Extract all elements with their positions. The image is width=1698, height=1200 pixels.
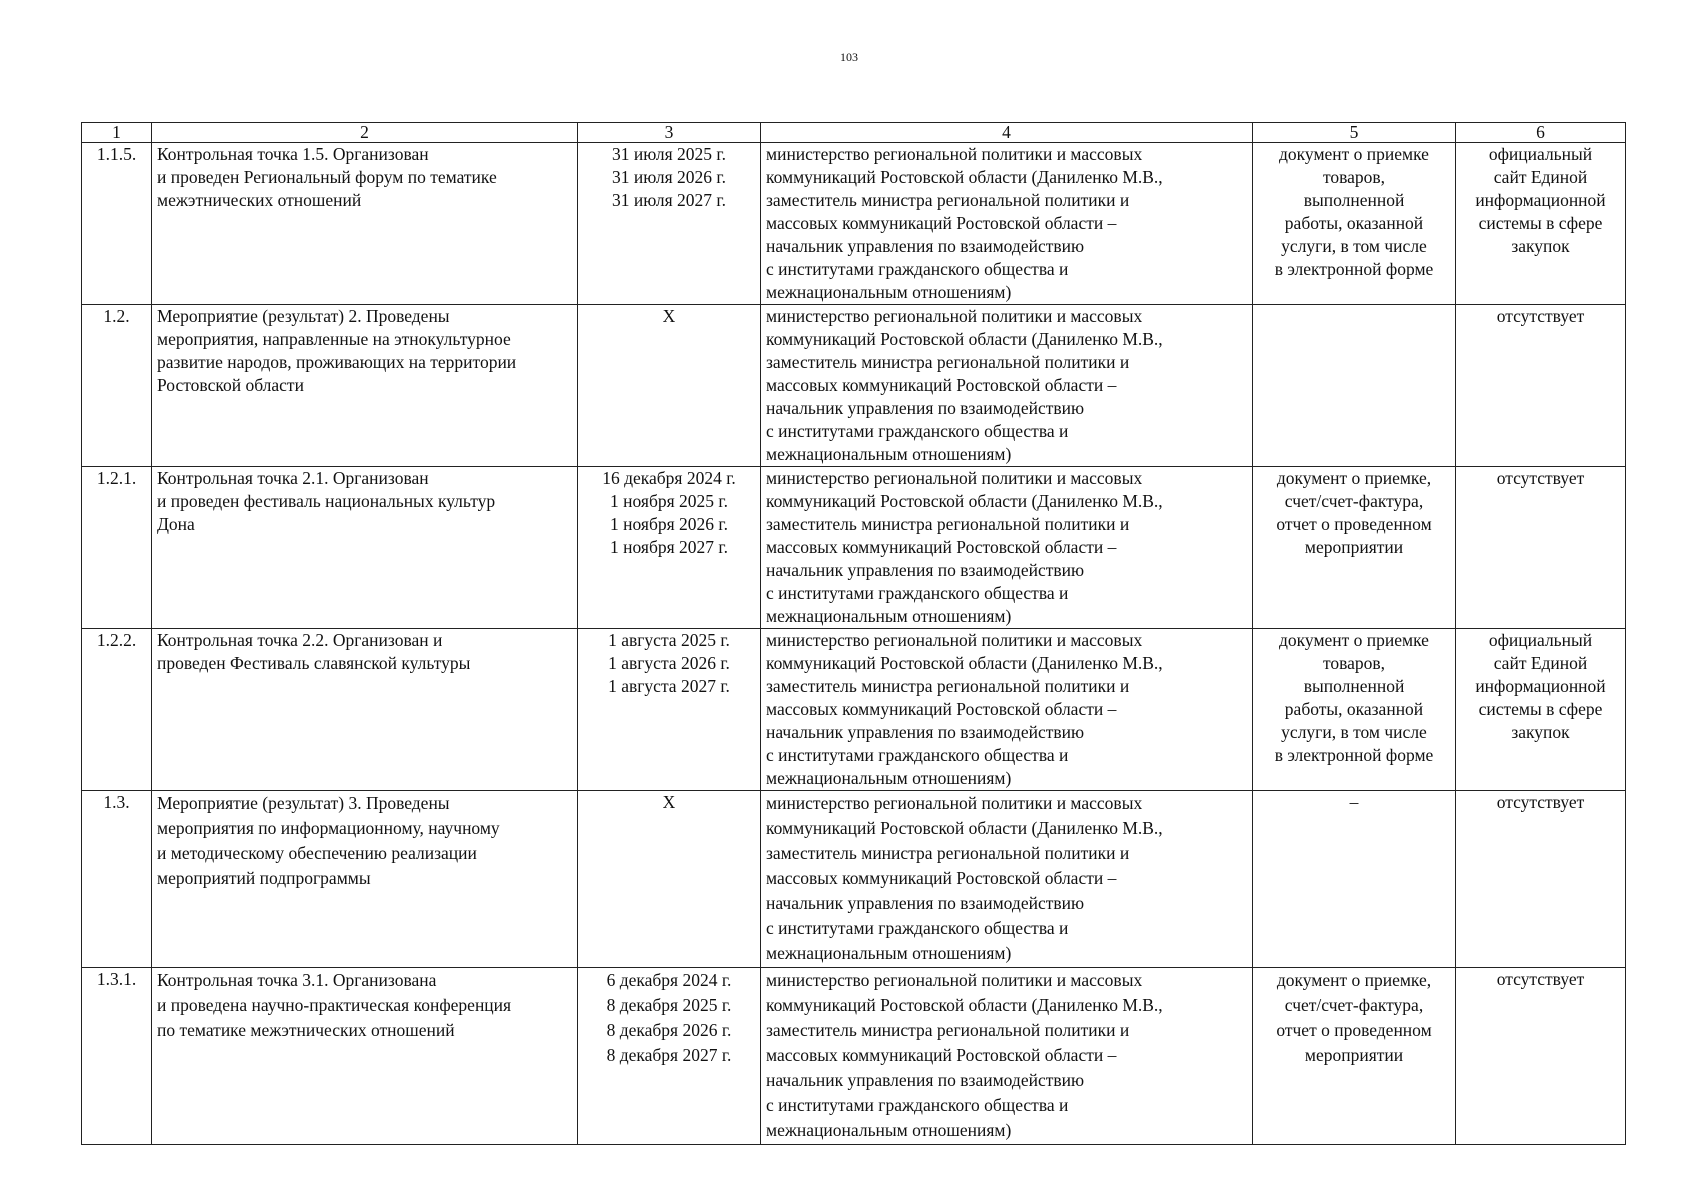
date-line: 1 ноября 2027 г.: [610, 537, 728, 557]
page-number: 103: [840, 50, 858, 64]
system-line: отсутствует: [1496, 468, 1585, 488]
system-cell: [1456, 305, 1626, 467]
table-row: [82, 305, 1626, 467]
date-line: 6 декабря 2024 г.: [606, 970, 732, 990]
responsible-cell: [761, 791, 1253, 968]
row-number: 1.2.2.: [96, 630, 137, 650]
system-cell: [1456, 791, 1626, 968]
responsible-line: массовых коммуникаций Ростовской области –: [766, 213, 1117, 233]
name-cell: [152, 467, 578, 629]
system-cell: [1456, 968, 1626, 1145]
document-line: документ о приемке,: [1276, 970, 1432, 990]
responsible-line: коммуникаций Ростовской области (Даниленко М.В.,: [766, 167, 1163, 187]
document-line: в электронной форме: [1274, 259, 1434, 279]
table-row: [82, 143, 1626, 305]
system-line: системы в сфере: [1478, 213, 1603, 233]
document-line: отчет о проведенном: [1276, 1020, 1432, 1040]
responsible-line: коммуникаций Ростовской области (Даниленко М.В.,: [766, 995, 1163, 1015]
events-table: [81, 122, 1626, 1145]
date-line: 1 августа 2025 г.: [608, 630, 730, 650]
column-header: 2: [152, 123, 578, 143]
responsible-line: массовых коммуникаций Ростовской области –: [766, 537, 1117, 557]
responsible-line: начальник управления по взаимодействию: [766, 1070, 1085, 1090]
document-line: документ о приемке: [1279, 630, 1429, 650]
row-number: 1.3.1.: [96, 969, 137, 989]
date-line: Х: [662, 792, 676, 812]
row-number-cell: [82, 968, 152, 1145]
table-row: [82, 467, 1626, 629]
row-number: 1.2.: [103, 306, 130, 326]
row-number: 1.1.5.: [96, 144, 137, 164]
responsible-line: с институтами гражданского общества и: [766, 259, 1069, 279]
date-line: 8 декабря 2027 г.: [606, 1045, 732, 1065]
responsible-cell: [761, 629, 1253, 791]
name-line: и проведен фестиваль национальных культур: [157, 491, 496, 511]
name-line: Мероприятие (результат) 3. Проведены: [157, 793, 450, 813]
name-line: мероприятия, направленные на этнокультурное: [157, 329, 511, 349]
row-number-cell: [82, 143, 152, 305]
document-cell: [1253, 629, 1456, 791]
responsible-line: заместитель министра региональной политики и: [766, 676, 1130, 696]
document-cell: [1253, 467, 1456, 629]
responsible-line: заместитель министра региональной политики и: [766, 1020, 1130, 1040]
name-line: Контрольная точка 1.5. Организован: [157, 144, 429, 164]
responsible-line: с институтами гражданского общества и: [766, 583, 1069, 603]
responsible-line: с институтами гражданского общества и: [766, 745, 1069, 765]
responsible-line: министерство региональной политики и массовых: [766, 793, 1143, 813]
date-line: 31 июля 2027 г.: [612, 190, 726, 210]
dates-cell: [578, 968, 761, 1145]
responsible-line: массовых коммуникаций Ростовской области –: [766, 699, 1117, 719]
responsible-line: межнациональным отношениям): [766, 943, 1012, 963]
document-cell: [1253, 143, 1456, 305]
system-line: закупок: [1511, 236, 1570, 256]
responsible-line: министерство региональной политики и массовых: [766, 468, 1143, 488]
column-header: 6: [1456, 123, 1626, 143]
row-number: 1.3.: [103, 792, 130, 812]
date-line: 1 ноября 2025 г.: [610, 491, 728, 511]
responsible-line: межнациональным отношениям): [766, 768, 1012, 788]
responsible-line: с институтами гражданского общества и: [766, 918, 1069, 938]
system-line: сайт Единой: [1493, 167, 1588, 187]
responsible-line: заместитель министра региональной политики и: [766, 843, 1130, 863]
document-line: выполненной: [1303, 190, 1405, 210]
name-line: Контрольная точка 2.2. Организован и: [157, 630, 443, 650]
system-line: информационной: [1475, 676, 1606, 696]
document-line: мероприятии: [1304, 1045, 1404, 1065]
date-line: 1 августа 2027 г.: [608, 676, 730, 696]
document-line: выполненной: [1303, 676, 1405, 696]
name-line: проведен Фестиваль славянской культуры: [157, 653, 471, 673]
system-line: отсутствует: [1496, 306, 1585, 326]
responsible-line: министерство региональной политики и массовых: [766, 144, 1143, 164]
column-header: 1: [82, 123, 152, 143]
row-number-cell: [82, 791, 152, 968]
date-line: 1 ноября 2026 г.: [610, 514, 728, 534]
document-line: работы, оказанной: [1284, 213, 1424, 233]
name-line: и проведена научно-практическая конференция: [157, 995, 512, 1015]
responsible-line: начальник управления по взаимодействию: [766, 560, 1085, 580]
document-line: товаров,: [1322, 653, 1386, 673]
document-cell: [1253, 305, 1456, 467]
system-line: отсутствует: [1496, 969, 1585, 989]
responsible-line: начальник управления по взаимодействию: [766, 236, 1085, 256]
name-line: Ростовской области: [157, 375, 304, 395]
name-line: Контрольная точка 3.1. Организована: [157, 970, 437, 990]
column-header: 3: [578, 123, 761, 143]
name-cell: [152, 143, 578, 305]
table-row: [82, 791, 1626, 968]
document-line: счет/счет-фактура,: [1284, 491, 1424, 511]
name-cell: [152, 305, 578, 467]
date-line: 8 декабря 2025 г.: [606, 995, 732, 1015]
responsible-line: коммуникаций Ростовской области (Даниленко М.В.,: [766, 329, 1163, 349]
name-line: по тематике межэтнических отношений: [157, 1020, 455, 1040]
responsible-line: коммуникаций Ростовской области (Даниленко М.В.,: [766, 491, 1163, 511]
document-line: услуги, в том числе: [1281, 236, 1427, 256]
system-cell: [1456, 143, 1626, 305]
responsible-line: массовых коммуникаций Ростовской области –: [766, 1045, 1117, 1065]
dates-cell: [578, 467, 761, 629]
row-number-cell: [82, 467, 152, 629]
document-cell: [1253, 791, 1456, 968]
responsible-line: министерство региональной политики и массовых: [766, 306, 1143, 326]
system-line: официальный: [1488, 144, 1593, 164]
system-line: системы в сфере: [1478, 699, 1603, 719]
document-line: –: [1349, 792, 1359, 812]
table-header-row: [82, 123, 1626, 143]
document-line: мероприятии: [1304, 537, 1404, 557]
system-line: информационной: [1475, 190, 1606, 210]
responsible-line: начальник управления по взаимодействию: [766, 722, 1085, 742]
date-line: 31 июля 2025 г.: [612, 144, 726, 164]
dates-cell: [578, 629, 761, 791]
system-line: закупок: [1511, 722, 1570, 742]
name-cell: [152, 791, 578, 968]
document-line: работы, оказанной: [1284, 699, 1424, 719]
name-cell: [152, 629, 578, 791]
responsible-line: министерство региональной политики и массовых: [766, 970, 1143, 990]
responsible-line: заместитель министра региональной политики и: [766, 352, 1130, 372]
system-line: отсутствует: [1496, 792, 1585, 812]
responsible-line: межнациональным отношениям): [766, 444, 1012, 464]
responsible-line: межнациональным отношениям): [766, 282, 1012, 302]
document-cell: [1253, 968, 1456, 1145]
date-line: 31 июля 2026 г.: [612, 167, 726, 187]
document-line: услуги, в том числе: [1281, 722, 1427, 742]
system-cell: [1456, 467, 1626, 629]
responsible-line: межнациональным отношениям): [766, 606, 1012, 626]
document-line: в электронной форме: [1274, 745, 1434, 765]
responsible-line: заместитель министра региональной политики и: [766, 514, 1130, 534]
responsible-line: начальник управления по взаимодействию: [766, 893, 1085, 913]
responsible-cell: [761, 467, 1253, 629]
system-cell: [1456, 629, 1626, 791]
responsible-line: коммуникаций Ростовской области (Даниленко М.В.,: [766, 653, 1163, 673]
name-line: и методическому обеспечению реализации: [157, 843, 477, 863]
row-number-cell: [82, 629, 152, 791]
responsible-line: с институтами гражданского общества и: [766, 421, 1069, 441]
responsible-line: с институтами гражданского общества и: [766, 1095, 1069, 1115]
responsible-line: коммуникаций Ростовской области (Даниленко М.В.,: [766, 818, 1163, 838]
table-row: [82, 629, 1626, 791]
name-cell: [152, 968, 578, 1145]
name-line: межэтнических отношений: [157, 190, 362, 210]
name-line: Дона: [157, 514, 195, 534]
system-line: сайт Единой: [1493, 653, 1588, 673]
responsible-line: межнациональным отношениям): [766, 1120, 1012, 1140]
dates-cell: [578, 791, 761, 968]
responsible-line: начальник управления по взаимодействию: [766, 398, 1085, 418]
document-line: отчет о проведенном: [1276, 514, 1432, 534]
column-header: 5: [1253, 123, 1456, 143]
name-line: мероприятий подпрограммы: [157, 868, 371, 888]
name-line: Контрольная точка 2.1. Организован: [157, 468, 429, 488]
responsible-line: министерство региональной политики и массовых: [766, 630, 1143, 650]
date-line: 8 декабря 2026 г.: [606, 1020, 732, 1040]
name-line: мероприятия по информационному, научному: [157, 818, 500, 838]
responsible-cell: [761, 143, 1253, 305]
name-line: Мероприятие (результат) 2. Проведены: [157, 306, 450, 326]
responsible-cell: [761, 968, 1253, 1145]
dates-cell: [578, 305, 761, 467]
row-number: 1.2.1.: [96, 468, 137, 488]
responsible-cell: [761, 305, 1253, 467]
document-line: счет/счет-фактура,: [1284, 995, 1424, 1015]
document-line: документ о приемке: [1279, 144, 1429, 164]
date-line: Х: [662, 306, 676, 326]
document-line: документ о приемке,: [1276, 468, 1432, 488]
date-line: 1 августа 2026 г.: [608, 653, 730, 673]
responsible-line: массовых коммуникаций Ростовской области –: [766, 868, 1117, 888]
system-line: официальный: [1488, 630, 1593, 650]
row-number-cell: [82, 305, 152, 467]
document-line: товаров,: [1322, 167, 1386, 187]
table-row: [82, 968, 1626, 1145]
name-line: и проведен Региональный форум по тематике: [157, 167, 497, 187]
dates-cell: [578, 143, 761, 305]
name-line: развитие народов, проживающих на территории: [157, 352, 517, 372]
date-line: 16 декабря 2024 г.: [602, 468, 736, 488]
responsible-line: заместитель министра региональной политики и: [766, 190, 1130, 210]
column-header: 4: [761, 123, 1253, 143]
responsible-line: массовых коммуникаций Ростовской области –: [766, 375, 1117, 395]
